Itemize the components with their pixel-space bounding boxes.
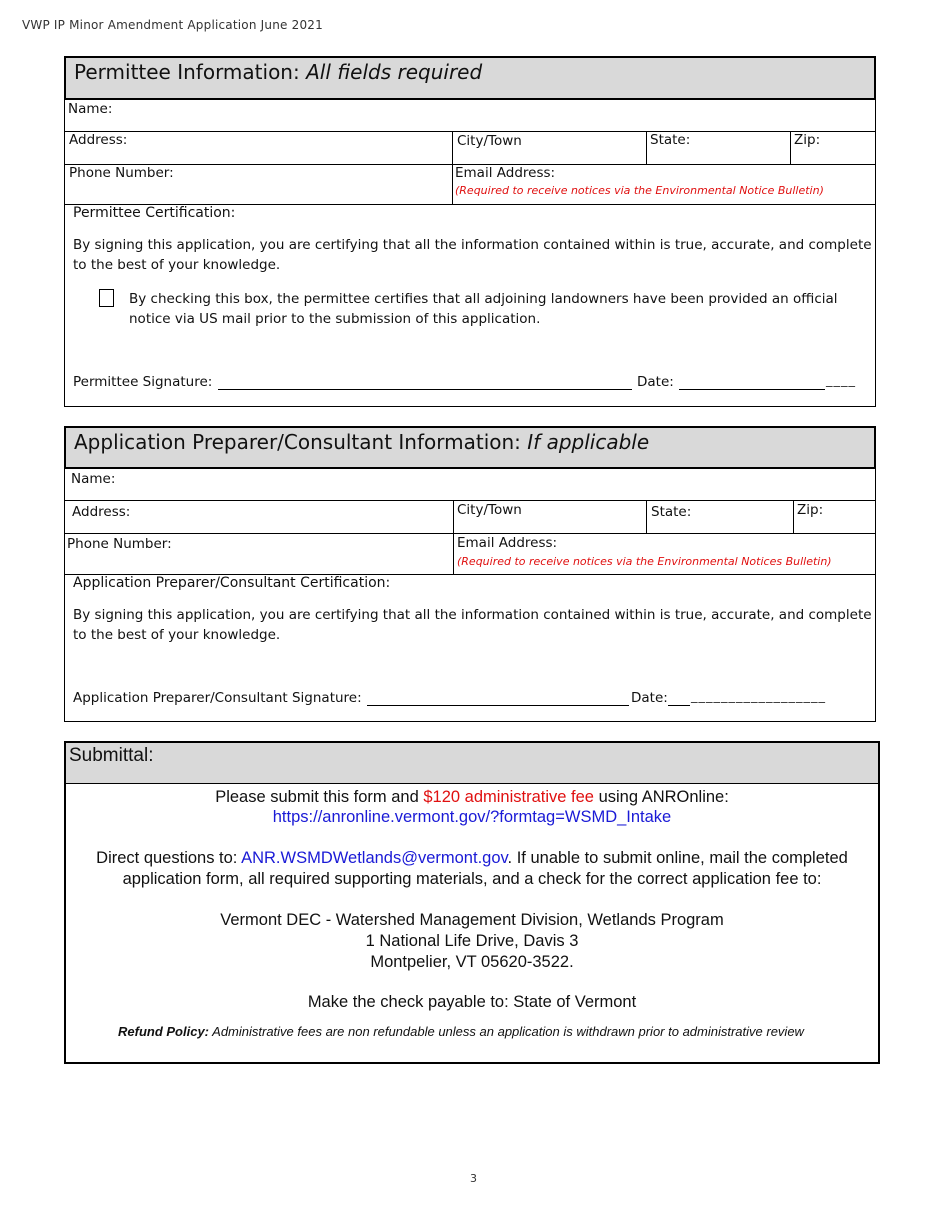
- preparer-zip-field[interactable]: Zip:: [797, 502, 824, 518]
- questions-line: Direct questions to: ANR.WSMDWetlands@vermont.gov. If unable to submit online, mail the completed: [96, 849, 848, 867]
- payable-line: Make the check payable to: State of Vermont: [307, 993, 637, 1011]
- permittee-date-trailing: ____: [826, 373, 856, 388]
- mail-address-line2: 1 National Life Drive, Davis 3: [365, 932, 579, 950]
- permittee-signature-line[interactable]: [218, 389, 632, 390]
- preparer-section-title: Application Preparer/Consultant Information: If applicable: [64, 426, 876, 469]
- permittee-zip-field[interactable]: Zip:: [794, 132, 821, 148]
- mail-address-line1: Vermont DEC - Watershed Management Division, Wetlands Program: [220, 911, 724, 929]
- permittee-section-subtitle: All fields required: [306, 60, 483, 84]
- page-number: 3: [470, 1172, 477, 1185]
- submittal-title: Submittal:: [69, 745, 154, 766]
- preparer-cert-text: By signing this application, you are certifying that all the information contained within is true, accurate, and complete to the best of your knowledge.: [73, 607, 872, 643]
- permittee-signature-label: Permittee Signature:: [73, 374, 213, 390]
- preparer-signature-line[interactable]: [367, 705, 629, 706]
- admin-fee: $120 administrative fee: [423, 788, 594, 806]
- refund-policy: Refund Policy: Administrative fees are non refundable unless an application is withdrawn prior to administrative review: [118, 1024, 804, 1039]
- preparer-phone-field[interactable]: Phone Number:: [67, 536, 172, 552]
- contact-email-link[interactable]: ANR.WSMDWetlands@vermont.gov: [241, 849, 508, 867]
- document-header: VWP IP Minor Amendment Application June 2021: [22, 18, 323, 32]
- preparer-name-field[interactable]: Name:: [71, 471, 116, 487]
- permittee-date-line[interactable]: [679, 389, 825, 390]
- preparer-cert-heading: Application Preparer/Consultant Certification:: [73, 575, 391, 591]
- preparer-signature-label: Application Preparer/Consultant Signature:: [73, 690, 362, 706]
- permittee-date-label: Date:: [637, 374, 674, 390]
- preparer-state-field[interactable]: State:: [651, 504, 692, 520]
- landowner-notice-text: By checking this box, the permittee certifies that all adjoining landowners have been provided an official notice via US mail prior to the submission of this application.: [129, 291, 838, 327]
- preparer-email-note: (Required to receive notices via the Environmental Notices Bulletin): [457, 555, 832, 568]
- preparer-date-trailing: __________________: [691, 689, 826, 704]
- preparer-date-line[interactable]: [668, 705, 690, 706]
- permittee-cert-heading: Permittee Certification:: [73, 205, 236, 221]
- landowner-notice-checkbox[interactable]: [99, 289, 114, 307]
- submittal-title-bar: [66, 743, 878, 784]
- permittee-email-note: (Required to receive notices via the Environmental Notice Bulletin): [455, 184, 824, 197]
- permittee-city-field[interactable]: City/Town: [457, 133, 522, 149]
- permittee-address-field[interactable]: Address:: [69, 132, 128, 148]
- permittee-email-field[interactable]: Email Address:: [455, 165, 556, 181]
- anronline-link[interactable]: https://anronline.vermont.gov/?formtag=WSMD_Intake: [272, 808, 672, 826]
- permittee-phone-field[interactable]: Phone Number:: [69, 165, 174, 181]
- preparer-date-label: Date:: [631, 690, 668, 706]
- permittee-name-field[interactable]: Name:: [68, 101, 113, 117]
- permittee-state-field[interactable]: State:: [650, 132, 691, 148]
- preparer-email-field[interactable]: Email Address:: [457, 535, 558, 551]
- preparer-section-subtitle: If applicable: [527, 430, 650, 454]
- submittal-instruction: Please submit this form and $120 administrative fee using ANROnline:: [215, 788, 729, 806]
- mail-address-line3: Montpelier, VT 05620-3522.: [370, 953, 574, 971]
- permittee-cert-text: By signing this application, you are certifying that all the information contained within is true, accurate, and complete to the best of your knowledge.: [73, 237, 872, 273]
- preparer-address-field[interactable]: Address:: [72, 504, 131, 520]
- questions-line-2: application form, all required supporting materials, and a check for the correct application fee to:: [122, 870, 822, 888]
- permittee-section-title: Permittee Information: All fields required: [64, 56, 876, 100]
- permittee-section: [64, 57, 876, 407]
- preparer-city-field[interactable]: City/Town: [457, 502, 522, 518]
